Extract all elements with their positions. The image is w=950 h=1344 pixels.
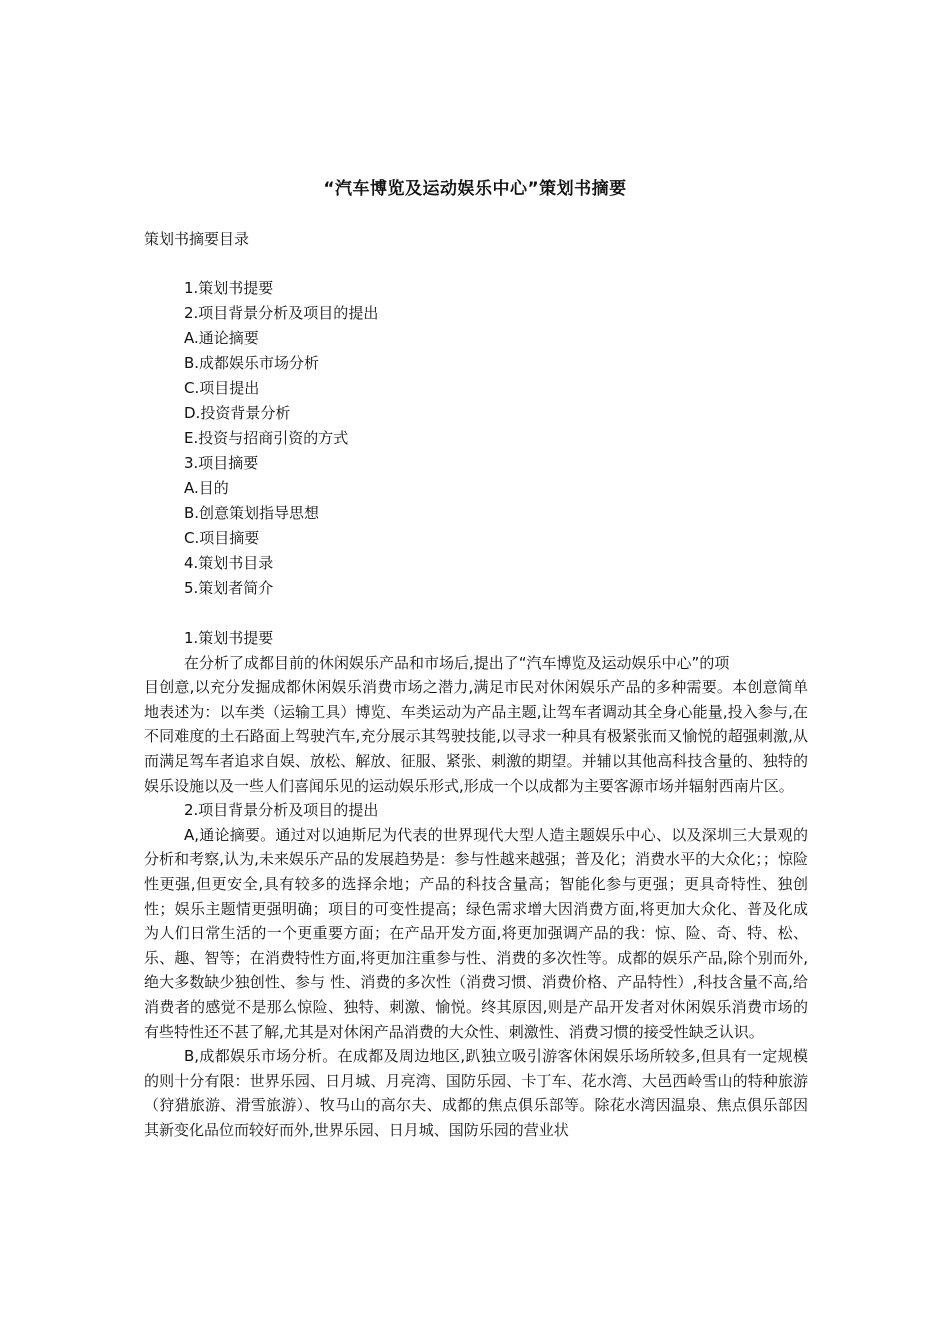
toc-item: E.投资与招商引资的方式: [184, 429, 349, 447]
toc-item: 5.策划者简介: [184, 579, 274, 597]
section-heading: 2.项目背景分析及项目的提出: [184, 801, 379, 820]
document-body: [144, 626, 808, 1142]
paragraph: A,通论摘要。通过对以迪斯尼为代表的世界现代大型人造主题娱乐中心、以及深圳三大景观的分析和考察,认为,未来娱乐产品的发展趋势是：参与性越来越强；普及化；消费水平的大众化；；惊险性更强,但更安全,具有较多的选择余地；产品的科技含量高；智能化参与更强；更具奇特性、独创性；娱乐主题情更强明确；项目的可变性提高；绿色需求增大因消费方面,将更加大众化、普及化成为人们日常生活的一个更重要方面；在产品开发方面,将更加强调产品的我：惊、险、奇、特、松、乐、趣、智等；在消费特性方面,将更加注重参与性、消费的多次性等。成都的娱乐产品,除个别而外,绝大多数缺少独创性、参与 性、消费的多次性（消费习惯、消费价格、产品特性）,科技含量不高,给消费者的感觉不是那么惊险、独特、刺激、愉悦。终其原因,则是产品开发者对休闲娱乐消费市场的有些特性还不甚了解,尤其是对休闲产品消费的大众性、刺激性、消费习惯的接受性缺乏认识。: [144, 825, 808, 1041]
toc-item: 1.策划书提要: [184, 279, 274, 297]
toc-item: 4.策划书目录: [184, 554, 274, 572]
toc-item: 3.项目摘要: [184, 454, 259, 472]
toc-heading: 策划书摘要目录: [144, 230, 250, 248]
toc-item: D.投资背景分析: [184, 404, 291, 422]
page-title: “汽车博览及运动娱乐中心”策划书摘要: [323, 179, 627, 199]
toc-item: C.项目提出: [184, 379, 260, 397]
toc-item: 2.项目背景分析及项目的提出: [184, 304, 379, 322]
toc-item: C.项目摘要: [184, 529, 260, 547]
toc-item: B.成都娱乐市场分析: [184, 354, 320, 372]
paragraph: 在分析了成都目前的休闲娱乐产品和市场后,提出了“汽车博览及运动娱乐中心”的项: [184, 653, 730, 672]
toc-item: A.目的: [184, 479, 229, 497]
paragraph: B,成都娱乐市场分析。在成都及周边地区,趴独立吸引游客休闲娱乐场所较多,但具有一定规模的则十分有限：世界乐园、日月城、月亮湾、国防乐园、卡丁车、花水湾、大邑西岭雪山的特种旅游（狩猎旅游、滑雪旅游）、牧马山的高尔夫、成都的焦点俱乐部等。除花水湾因温泉、焦点俱乐部因其新变化品位而较好而外,世界乐园、日月城、国防乐园的营业状: [144, 1047, 808, 1139]
toc-item: B.创意策划指导思想: [184, 504, 320, 522]
section-heading: 1.策划书提要: [184, 629, 274, 647]
toc-item: A.通论摘要: [184, 329, 259, 347]
paragraph: 目创意,以充分发掘成都休闲娱乐消费市场之潜力,满足市民对休闲娱乐产品的多种需要。本创意简单地表述为：以车类（运输工具）博览、车类运动为产品主题,让驾车者调动其全身心能量,投入参与,在不同难度的土石路面上驾驶汽车,充分展示其驾驶技能,以寻求一种具有极紧张而又愉悦的超强刺激,从而满足驾车者追求自娱、放松、解放、征服、紧张、刺激的期望。并辅以其他高科技含量的、独特的娱乐设施以及一些人们喜闻乐见的运动娱乐形式,形成一个以成都为主要客源市场并辐射西南片区。: [144, 678, 808, 795]
table-of-contents: [184, 276, 378, 601]
